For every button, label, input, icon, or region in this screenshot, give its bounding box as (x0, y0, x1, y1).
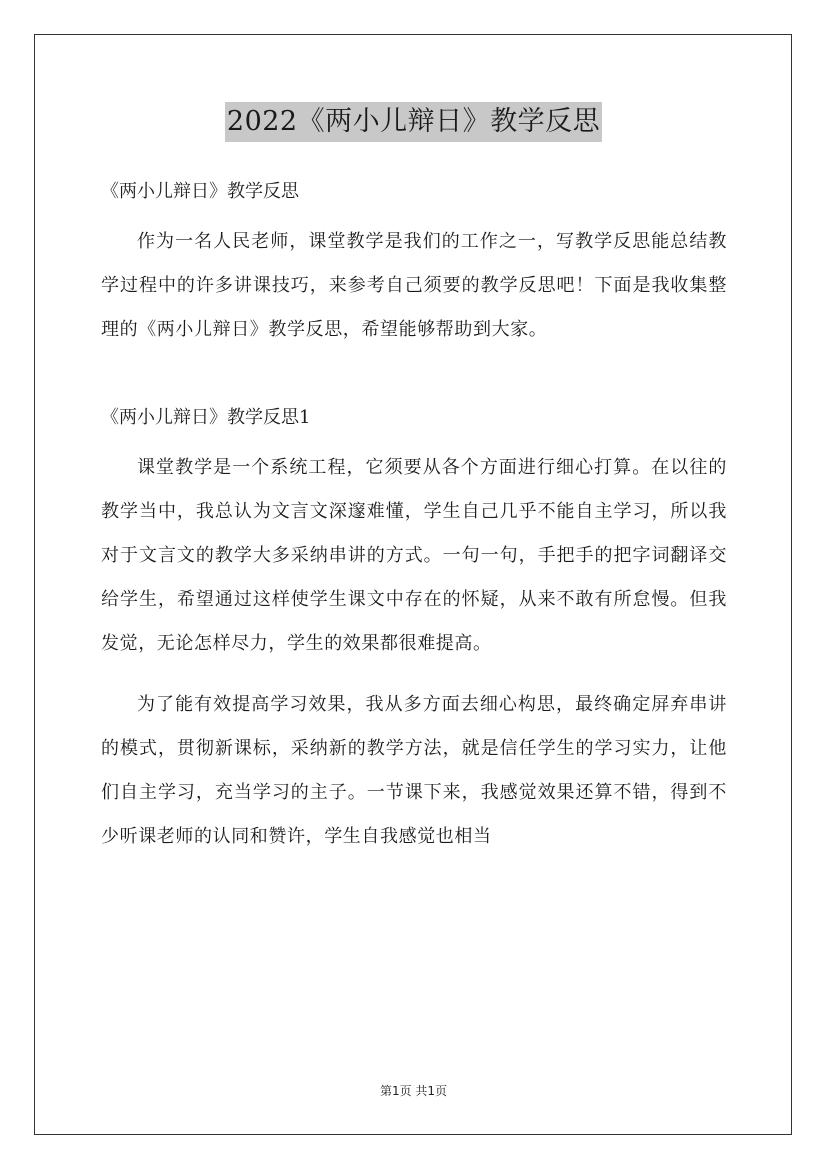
section-heading: 《两小儿辩日》教学反思1 (101, 407, 311, 428)
body-paragraph-2: 为了能有效提高学习效果，我从多方面去细心构思，最终确定屏弃串讲的模式，贯彻新课标，采纳新的教学方法，就是信任学生的学习实力，让他们自主学习，充当学习的主子。一节课下来，我感觉效果还算不错，得到不少听课老师的认同和赞许，学生自我感觉也相当 (101, 694, 727, 847)
title-container (0, 102, 827, 142)
body-paragraph-1: 课堂教学是一个系统工程，它须要从各个方面进行细心打算。在以往的教学当中，我总认为文言文深邃难懂，学生自己几乎不能自主学习，所以我对于文言文的教学大多采纳串讲的方式。一句一句，手把手的把字词翻译交给学生，希望通过这样使学生课文中存在的怀疑，从来不敢有所怠慢。但我发觉，无论怎样尽力，学生的效果都很难提高。 (101, 457, 727, 654)
subtitle: 《两小儿辩日》教学反思 (101, 181, 299, 202)
document-body (101, 170, 727, 876)
page-footer: 第1页 共1页 (379, 1084, 448, 1098)
document-title: 2022《两小儿辩日》教学反思 (225, 102, 602, 142)
intro-paragraph: 作为一名人民老师，课堂教学是我们的工作之一，写教学反思能总结教学过程中的许多讲课技巧，来参考自己须要的教学反思吧！下面是我收集整理的《两小儿辩日》教学反思，希望能够帮助到大家。 (101, 231, 727, 340)
